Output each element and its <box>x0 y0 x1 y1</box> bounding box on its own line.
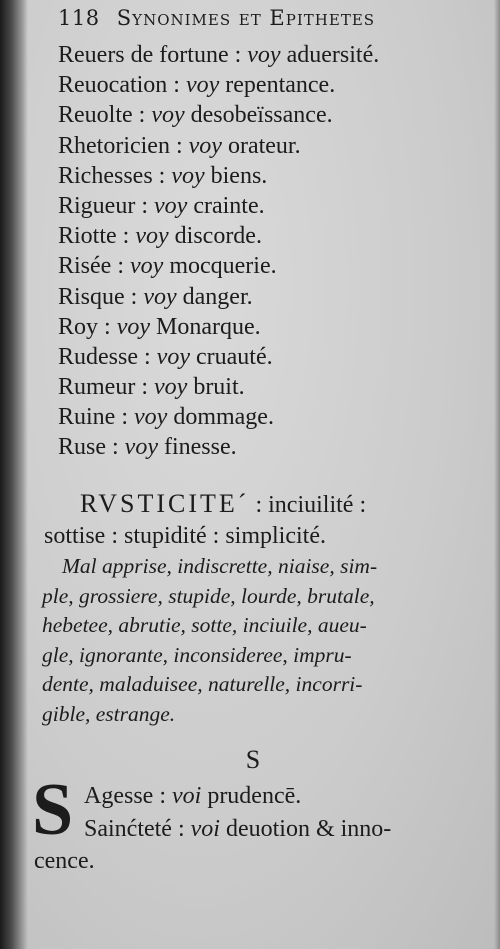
drop-cap: S <box>32 769 74 851</box>
entry-ref: danger. <box>182 283 253 310</box>
entry-term: Rumeur : <box>58 374 148 401</box>
entry-term: Ruse : <box>58 434 119 461</box>
entry-ref: bruit. <box>193 374 245 401</box>
entry-term: Rhetoricien : <box>58 132 183 159</box>
epithet-line: gible, estrange. <box>42 701 176 726</box>
entry-term: Risée : <box>58 253 124 280</box>
epithet-line: ple, grossiere, stupide, lourde, brutale, <box>42 583 375 608</box>
entry-voy: voi <box>171 783 202 809</box>
entry-voy: voy <box>185 72 220 99</box>
epithet-line: hebetee, abrutie, sotte, inciuile, aueu- <box>42 613 367 637</box>
entry-ref: mocquerie. <box>169 253 277 280</box>
dictionary-entry <box>58 131 488 161</box>
entry-voy: voy <box>134 404 168 431</box>
entry-ref: dommage. <box>173 404 274 431</box>
dictionary-entry <box>58 342 488 372</box>
entry-ref: biens. <box>210 162 268 189</box>
entry-ref: deuotion & inno- <box>225 816 392 842</box>
entry-term: Riotte : <box>58 223 130 250</box>
entry-voy: voy <box>130 253 164 280</box>
dictionary-entry <box>58 191 488 221</box>
entry-ref: prudencē. <box>207 783 302 809</box>
dictionary-entry <box>58 100 488 130</box>
dictionary-entry <box>58 161 488 191</box>
running-title: Synonimes et Epithetes <box>116 6 376 30</box>
dictionary-entry <box>58 251 488 281</box>
section-letter: S <box>245 745 261 774</box>
entry-voy: voy <box>124 434 158 461</box>
page-number: 118 <box>58 6 100 30</box>
dictionary-entry <box>58 372 488 402</box>
entry-ref: cruauté. <box>195 343 273 370</box>
entry-term: Reuolte : <box>58 102 146 129</box>
rusticite-entry <box>44 488 488 552</box>
dictionary-entry <box>58 402 488 432</box>
dictionary-entry <box>58 432 488 462</box>
s-entry-saincteté <box>84 814 391 844</box>
entry-voy: voy <box>188 132 222 159</box>
s-section <box>28 769 478 878</box>
entry-term: Agesse : <box>84 783 166 809</box>
s-entry-sagesse <box>84 781 301 811</box>
entry-term: Richesses : <box>58 162 166 189</box>
page-edge-shadow <box>494 0 500 949</box>
entry-voy: voy <box>154 192 188 219</box>
entry-term: Reuocation : <box>58 72 180 99</box>
entry-voy: voi <box>190 816 220 842</box>
entry-voy: voy <box>116 313 150 340</box>
s-entry-continuation: cence. <box>34 848 95 874</box>
epithet-line: dente, maladuisee, naturelle, incorri- <box>42 672 363 696</box>
dictionary-entry <box>58 282 488 312</box>
epithet-line: gle, ignorante, inconsideree, impru- <box>42 642 352 667</box>
entry-voy: voy <box>247 42 281 68</box>
dictionary-entry <box>58 70 488 100</box>
dictionary-entry <box>58 40 488 70</box>
dictionary-entry <box>58 312 488 342</box>
rusticite-synonyms-2: sottise : stupidité : simplicité. <box>44 523 326 549</box>
rusticite-headword: RVSTICITE´ <box>80 489 250 518</box>
entry-voy: voy <box>151 102 185 129</box>
entry-term: Reuers de fortune : <box>58 42 242 68</box>
entry-term: Sainćteté : <box>84 816 185 842</box>
entry-voy: voy <box>171 162 205 189</box>
entry-ref: Monarque. <box>156 313 261 340</box>
rusticite-synonyms-1: : inciuilité : <box>255 492 367 518</box>
running-header <box>58 6 498 36</box>
entry-ref: desobeïssance. <box>190 102 333 129</box>
dictionary-entry <box>58 221 488 251</box>
entry-ref: crainte. <box>193 192 265 219</box>
entry-voy: voy <box>143 283 177 310</box>
entry-voy: voy <box>156 343 190 370</box>
entry-term: Risque : <box>58 283 138 310</box>
entry-term: Ruine : <box>58 404 128 431</box>
epithet-paragraph <box>42 552 492 729</box>
entry-ref: orateur. <box>227 132 301 159</box>
entry-term: Rigueur : <box>58 192 148 219</box>
entry-ref: finesse. <box>163 434 237 461</box>
entry-list <box>58 40 488 463</box>
entry-term: Roy : <box>58 313 111 340</box>
entry-ref: discorde. <box>174 223 262 250</box>
entry-voy: voy <box>135 223 169 250</box>
page-gutter-shadow <box>0 0 28 949</box>
epithet-line: Mal apprise, indiscrette, niaise, sim- <box>62 554 378 578</box>
entry-ref: repentance. <box>225 72 336 99</box>
entry-ref: aduersité. <box>286 42 380 68</box>
entry-voy: voy <box>154 374 188 401</box>
entry-term: Rudesse : <box>58 343 151 370</box>
